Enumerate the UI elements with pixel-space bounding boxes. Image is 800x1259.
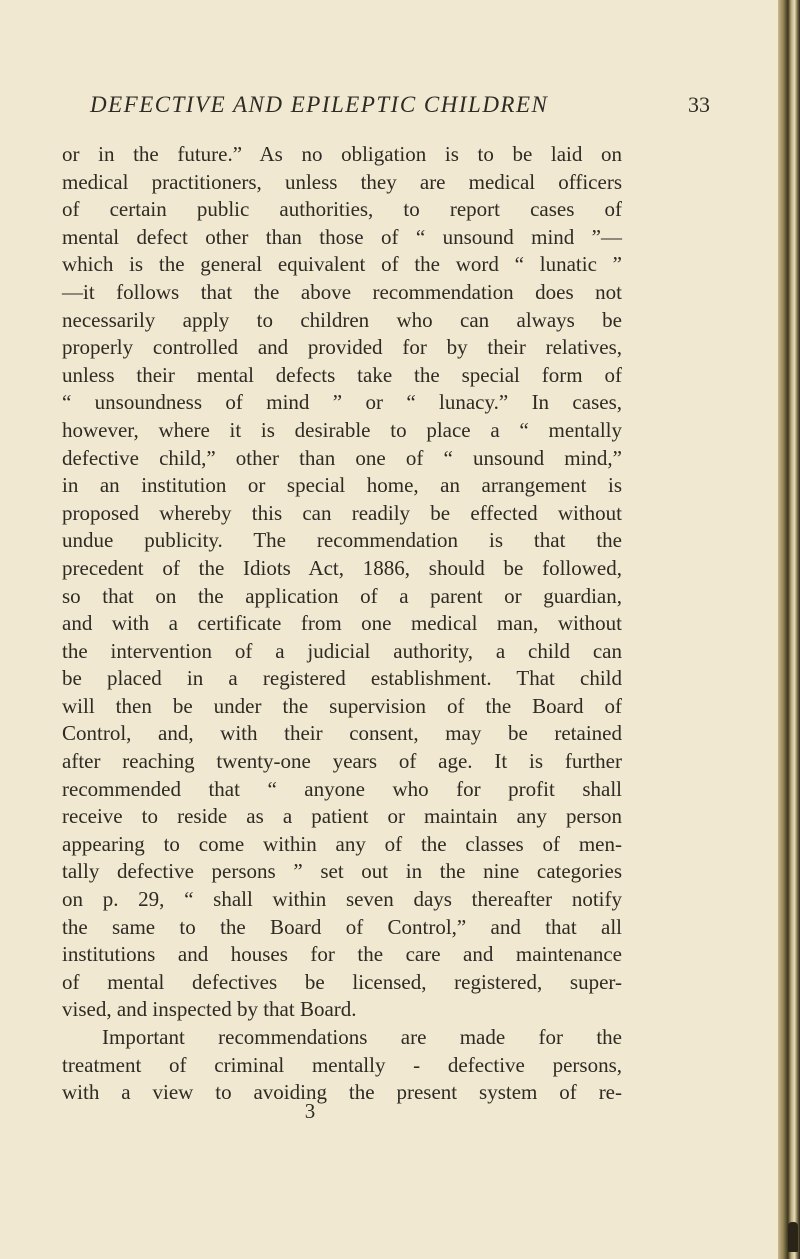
text-line: properly controlled and provided for by their relatives, xyxy=(62,335,622,360)
page-edge-mark xyxy=(788,1222,798,1252)
text-line: be placed in a registered establishment. That child xyxy=(62,666,622,691)
running-head: DEFECTIVE AND EPILEPTIC CHILDREN xyxy=(90,92,549,117)
text-line: mental defect other than those of “ unsound mind ”— xyxy=(62,224,622,249)
text-line: defective child,” other than one of “ unsound mind,” xyxy=(62,445,622,470)
text-line: proposed whereby this can readily be effected without xyxy=(62,500,622,525)
text-line: will then be under the supervision of the Board of xyxy=(62,693,622,718)
text-line: receive to reside as a patient or maintain any person xyxy=(62,804,622,829)
text-line: of certain public authorities, to report cases of xyxy=(62,197,622,222)
page-header xyxy=(90,92,710,120)
text-line: precedent of the Idiots Act, 1886, should be followed, xyxy=(62,555,622,580)
text-line: Important recommendations are made for the xyxy=(102,1025,622,1049)
text-line: appearing to come within any of the classes of men- xyxy=(62,831,622,856)
text-line: medical practitioners, unless they are medical officers xyxy=(62,169,622,194)
body-text xyxy=(62,141,622,1107)
page-edge xyxy=(778,0,800,1259)
text-line: Control, and, with their consent, may be retained xyxy=(62,721,622,746)
text-line: however, where it is desirable to place a “ mentally xyxy=(62,417,622,442)
text-line: necessarily apply to children who can always be xyxy=(62,307,622,332)
text-line: —it follows that the above recommendation does not xyxy=(62,279,622,304)
page-number: 33 xyxy=(688,92,710,117)
text-line: and with a certificate from one medical man, without xyxy=(62,611,622,636)
text-line: “ unsoundness of mind ” or “ lunacy.” In cases, xyxy=(62,390,622,415)
text-line: the intervention of a judicial authority, a child can xyxy=(62,638,622,663)
text-line: treatment of criminal mentally - defective persons, xyxy=(62,1052,622,1077)
text-line: with a view to avoiding the present system of re- xyxy=(62,1080,622,1105)
text-line: the same to the Board of Control,” and that all xyxy=(62,914,622,939)
text-line: so that on the application of a parent or guardian, xyxy=(62,583,622,608)
text-line: which is the general equivalent of the word “ lunatic ” xyxy=(62,252,622,277)
text-line: of mental defectives be licensed, registered, super- xyxy=(62,969,622,994)
text-line: tally defective persons ” set out in the nine categories xyxy=(62,859,622,884)
text-line: institutions and houses for the care and maintenance xyxy=(62,942,622,967)
text-line: after reaching twenty-one years of age. It is further xyxy=(62,749,622,774)
text-line: or in the future.” As no obligation is to be laid on xyxy=(62,142,622,166)
text-line: in an institution or special home, an arrangement is xyxy=(62,473,622,498)
text-line: on p. 29, “ shall within seven days thereafter notify xyxy=(62,887,622,912)
signature-mark: 3 xyxy=(304,1099,316,1123)
text-line: unless their mental defects take the special form of xyxy=(62,362,622,387)
text-line: undue publicity. The recommendation is that the xyxy=(62,528,622,553)
text-line: vised, and inspected by that Board. xyxy=(62,997,357,1022)
text-line: recommended that “ anyone who for profit shall xyxy=(62,776,622,801)
